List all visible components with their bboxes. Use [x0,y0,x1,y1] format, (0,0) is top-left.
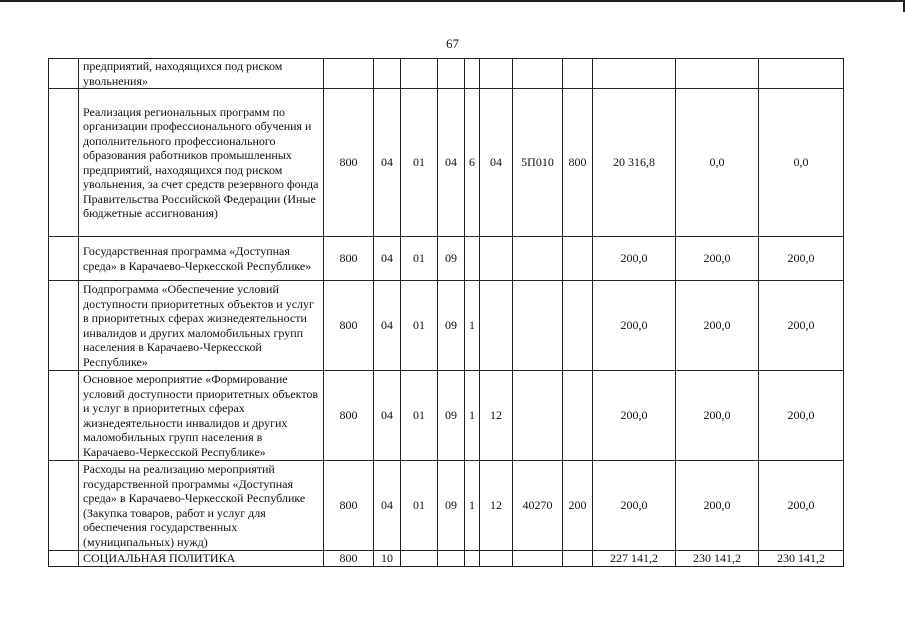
cell-section: 04 [374,371,401,461]
cell-program: 09 [438,237,465,281]
cell-program [438,551,465,567]
cell-direction [513,281,563,371]
cell-amount-1: 20 316,8 [593,89,676,237]
cell-direction [513,237,563,281]
row-name: СОЦИАЛЬНАЯ ПОЛИТИКА [79,551,324,567]
cell-direction [513,371,563,461]
cell-ministry: 800 [324,281,374,371]
cell-ministry: 800 [324,371,374,461]
table-row [49,371,844,461]
cell-event: 04 [480,89,513,237]
row-name: Подпрограмма «Обеспечение условий доступности приоритетных объектов и услуг в приоритетных сферах жизнедеятельности инвалидов и других маломобильных групп населения в Карачаево-Черкесской Республике» [79,281,324,371]
cell-section: 04 [374,237,401,281]
cell-amount-3: 200,0 [759,371,844,461]
row-name: предприятий, находящихся под риском увольнения» [79,59,324,89]
cell-subprogram: 1 [465,371,480,461]
cell-amount-2: 0,0 [676,89,759,237]
cell-amount-3: 230 141,2 [759,551,844,567]
cell-section: 04 [374,89,401,237]
cell-subprogram [465,59,480,89]
budget-table [48,58,844,567]
cell-event [480,237,513,281]
cell-amount-1: 200,0 [593,281,676,371]
cell-expense-type [563,281,593,371]
table-row [49,237,844,281]
cell-expense-type [563,59,593,89]
row-name: Расходы на реализацию мероприятий государственной программы «Доступная среда» в Карачаево-Черкесской Республике (Закупка товаров, работ и услуг для обеспечения государственных (муниципальных) нужд) [79,461,324,551]
cell-event: 12 [480,461,513,551]
cell-subsection: 01 [401,461,438,551]
cell-amount-2: 200,0 [676,371,759,461]
cell-amount-3: 200,0 [759,281,844,371]
cell-event: 12 [480,371,513,461]
cell-amount-3: 200,0 [759,237,844,281]
cell-amount-3: 200,0 [759,461,844,551]
page-number: 67 [446,36,459,51]
cell-program [438,59,465,89]
cell-amount-1: 200,0 [593,237,676,281]
cell-direction [513,551,563,567]
cell-subsection: 01 [401,89,438,237]
cell-ministry: 800 [324,237,374,281]
table-row [49,281,844,371]
cell-amount-3 [759,59,844,89]
cell-amount-2: 230 141,2 [676,551,759,567]
cell-subprogram: 6 [465,89,480,237]
cell-event [480,551,513,567]
cell-subprogram [465,551,480,567]
cell-subprogram: 1 [465,281,480,371]
table-row [49,461,844,551]
cell-direction [513,59,563,89]
cell-ministry [324,59,374,89]
table-row [49,59,844,89]
cell-expense-type: 800 [563,89,593,237]
row-name: Основное мероприятие «Формирование условий доступности приоритетных объектов и услуг в приоритетных сферах жизнедеятельности инвалидов и других маломобильных групп населения в Карачаево-Черкесской Республике» [79,371,324,461]
cell-subsection: 01 [401,281,438,371]
row-marker-cell [49,551,79,567]
row-marker-cell [49,281,79,371]
row-marker-cell [49,371,79,461]
cell-amount-2: 200,0 [676,461,759,551]
cell-ministry: 800 [324,461,374,551]
cell-program: 04 [438,89,465,237]
cell-ministry: 800 [324,89,374,237]
row-marker-cell [49,461,79,551]
row-marker-cell [49,59,79,89]
cell-amount-1: 200,0 [593,371,676,461]
cell-event [480,59,513,89]
cell-event [480,281,513,371]
cell-subprogram [465,237,480,281]
cell-program: 09 [438,461,465,551]
cell-amount-1: 200,0 [593,461,676,551]
cell-program: 09 [438,281,465,371]
scan-edge-top [0,0,905,2]
cell-expense-type [563,371,593,461]
cell-program: 09 [438,371,465,461]
cell-section [374,59,401,89]
cell-subsection: 01 [401,371,438,461]
row-name: Реализация региональных программ по организации профессионального обучения и дополнительного профессионального образования работников промышленных предприятий, находящихся под риском увольнения, за счет средств резервного фонда Правительства Российской Федерации (Иные бюджетные ассигнования) [79,89,324,237]
cell-subsection [401,59,438,89]
cell-section: 10 [374,551,401,567]
cell-ministry: 800 [324,551,374,567]
cell-expense-type [563,237,593,281]
cell-section: 04 [374,461,401,551]
cell-direction: 5П010 [513,89,563,237]
cell-subsection: 01 [401,237,438,281]
row-marker-cell [49,237,79,281]
cell-expense-type [563,551,593,567]
cell-subprogram: 1 [465,461,480,551]
cell-amount-2: 200,0 [676,237,759,281]
cell-amount-1 [593,59,676,89]
cell-section: 04 [374,281,401,371]
table-row [49,551,844,567]
cell-expense-type: 200 [563,461,593,551]
row-name: Государственная программа «Доступная среда» в Карачаево-Черкесской Республике» [79,237,324,281]
cell-subsection [401,551,438,567]
table-row [49,89,844,237]
cell-amount-2 [676,59,759,89]
cell-amount-3: 0,0 [759,89,844,237]
cell-amount-1: 227 141,2 [593,551,676,567]
cell-amount-2: 200,0 [676,281,759,371]
cell-direction: 40270 [513,461,563,551]
row-marker-cell [49,89,79,237]
